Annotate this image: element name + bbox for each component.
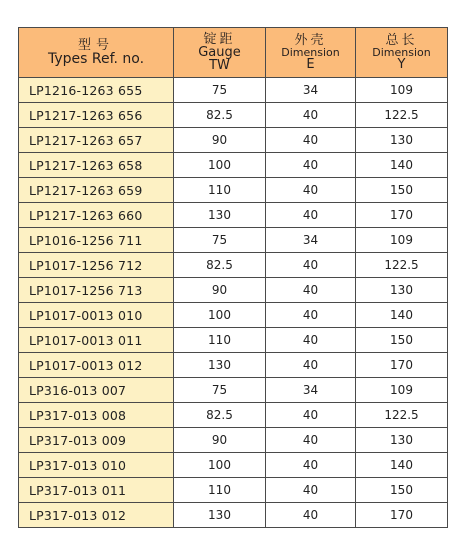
cell-dimension-e: 40	[266, 178, 356, 203]
cell-dimension-y: 170	[356, 503, 448, 528]
cell-types-ref: LP1017-1256 713	[19, 278, 174, 303]
cell-gauge: 130	[174, 203, 266, 228]
table-row	[19, 353, 448, 378]
cell-gauge: 130	[174, 353, 266, 378]
table-row	[19, 503, 448, 528]
cell-dimension-y: 150	[356, 328, 448, 353]
cell-gauge: 100	[174, 453, 266, 478]
cell-types-ref: LP317-013 009	[19, 428, 174, 453]
cell-gauge: 100	[174, 303, 266, 328]
cell-dimension-e: 40	[266, 328, 356, 353]
cell-dimension-e: 40	[266, 428, 356, 453]
cell-dimension-y: 109	[356, 378, 448, 403]
table-row	[19, 278, 448, 303]
spec-table	[18, 27, 448, 528]
header-dimension-y-zh: 总长	[385, 33, 418, 48]
cell-types-ref: LP1217-1263 658	[19, 153, 174, 178]
cell-types-ref: LP1217-1263 659	[19, 178, 174, 203]
cell-dimension-e: 40	[266, 253, 356, 278]
cell-dimension-y: 150	[356, 478, 448, 503]
cell-dimension-y: 150	[356, 178, 448, 203]
cell-dimension-y: 130	[356, 128, 448, 153]
header-dimension-y-unit: Y	[397, 57, 406, 72]
cell-types-ref: LP317-013 012	[19, 503, 174, 528]
header-gauge-en: Gauge	[198, 45, 241, 60]
spec-table-container	[18, 27, 447, 528]
cell-dimension-y: 122.5	[356, 103, 448, 128]
cell-dimension-e: 40	[266, 303, 356, 328]
header-dimension-y	[356, 28, 448, 78]
cell-gauge: 75	[174, 378, 266, 403]
cell-gauge: 82.5	[174, 403, 266, 428]
header-dimension-e	[266, 28, 356, 78]
cell-dimension-y: 130	[356, 428, 448, 453]
header-types-zh: 型号	[77, 38, 114, 53]
cell-dimension-y: 122.5	[356, 253, 448, 278]
cell-gauge: 110	[174, 478, 266, 503]
cell-dimension-y: 109	[356, 78, 448, 103]
cell-types-ref: LP317-013 008	[19, 403, 174, 428]
header-dimension-e-zh: 外壳	[294, 33, 327, 48]
table-body	[19, 78, 448, 528]
cell-dimension-y: 170	[356, 203, 448, 228]
header-dimension-e-en: Dimension	[281, 46, 340, 59]
cell-types-ref: LP1216-1263 655	[19, 78, 174, 103]
cell-dimension-y: 140	[356, 153, 448, 178]
cell-dimension-e: 34	[266, 78, 356, 103]
cell-dimension-e: 40	[266, 203, 356, 228]
table-row	[19, 103, 448, 128]
cell-gauge: 100	[174, 153, 266, 178]
cell-types-ref: LP1016-1256 711	[19, 228, 174, 253]
cell-gauge: 90	[174, 128, 266, 153]
header-types-en: Types Ref. no.	[47, 51, 145, 67]
cell-dimension-y: 170	[356, 353, 448, 378]
cell-gauge: 82.5	[174, 253, 266, 278]
cell-dimension-e: 40	[266, 103, 356, 128]
table-row	[19, 478, 448, 503]
header-dimension-e-unit: E	[306, 57, 315, 72]
cell-types-ref: LP1017-0013 012	[19, 353, 174, 378]
cell-gauge: 110	[174, 178, 266, 203]
cell-types-ref: LP1217-1263 657	[19, 128, 174, 153]
cell-gauge: 82.5	[174, 103, 266, 128]
cell-dimension-y: 122.5	[356, 403, 448, 428]
table-row	[19, 78, 448, 103]
cell-dimension-e: 40	[266, 128, 356, 153]
table-row	[19, 153, 448, 178]
table-row	[19, 303, 448, 328]
table-row	[19, 178, 448, 203]
cell-dimension-e: 34	[266, 378, 356, 403]
cell-dimension-e: 40	[266, 503, 356, 528]
header-row	[19, 28, 448, 78]
cell-gauge: 130	[174, 503, 266, 528]
cell-gauge: 90	[174, 428, 266, 453]
cell-types-ref: LP1017-1256 712	[19, 253, 174, 278]
table-row	[19, 428, 448, 453]
cell-dimension-e: 40	[266, 453, 356, 478]
cell-dimension-e: 40	[266, 278, 356, 303]
cell-types-ref: LP1217-1263 656	[19, 103, 174, 128]
header-gauge-unit: TW	[209, 58, 230, 73]
table-row	[19, 253, 448, 278]
table-row	[19, 453, 448, 478]
header-gauge-zh: 锭距	[203, 32, 236, 47]
cell-gauge: 90	[174, 278, 266, 303]
header-dimension-y-en: Dimension	[372, 46, 431, 59]
cell-types-ref: LP1217-1263 660	[19, 203, 174, 228]
cell-types-ref: LP1017-0013 011	[19, 328, 174, 353]
cell-dimension-y: 130	[356, 278, 448, 303]
cell-types-ref: LP316-013 007	[19, 378, 174, 403]
cell-dimension-e: 40	[266, 403, 356, 428]
table-row	[19, 328, 448, 353]
cell-dimension-e: 40	[266, 353, 356, 378]
cell-dimension-e: 34	[266, 228, 356, 253]
cell-dimension-y: 109	[356, 228, 448, 253]
table-row	[19, 228, 448, 253]
cell-dimension-y: 140	[356, 453, 448, 478]
cell-dimension-y: 140	[356, 303, 448, 328]
cell-gauge: 75	[174, 78, 266, 103]
header-types-ref	[19, 28, 174, 78]
header-gauge	[174, 28, 266, 78]
table-row	[19, 403, 448, 428]
cell-dimension-e: 40	[266, 478, 356, 503]
cell-dimension-e: 40	[266, 153, 356, 178]
cell-types-ref: LP317-013 011	[19, 478, 174, 503]
cell-gauge: 110	[174, 328, 266, 353]
cell-types-ref: LP317-013 010	[19, 453, 174, 478]
table-row	[19, 128, 448, 153]
cell-gauge: 75	[174, 228, 266, 253]
table-row	[19, 203, 448, 228]
cell-types-ref: LP1017-0013 010	[19, 303, 174, 328]
table-header	[19, 28, 448, 78]
table-row	[19, 378, 448, 403]
